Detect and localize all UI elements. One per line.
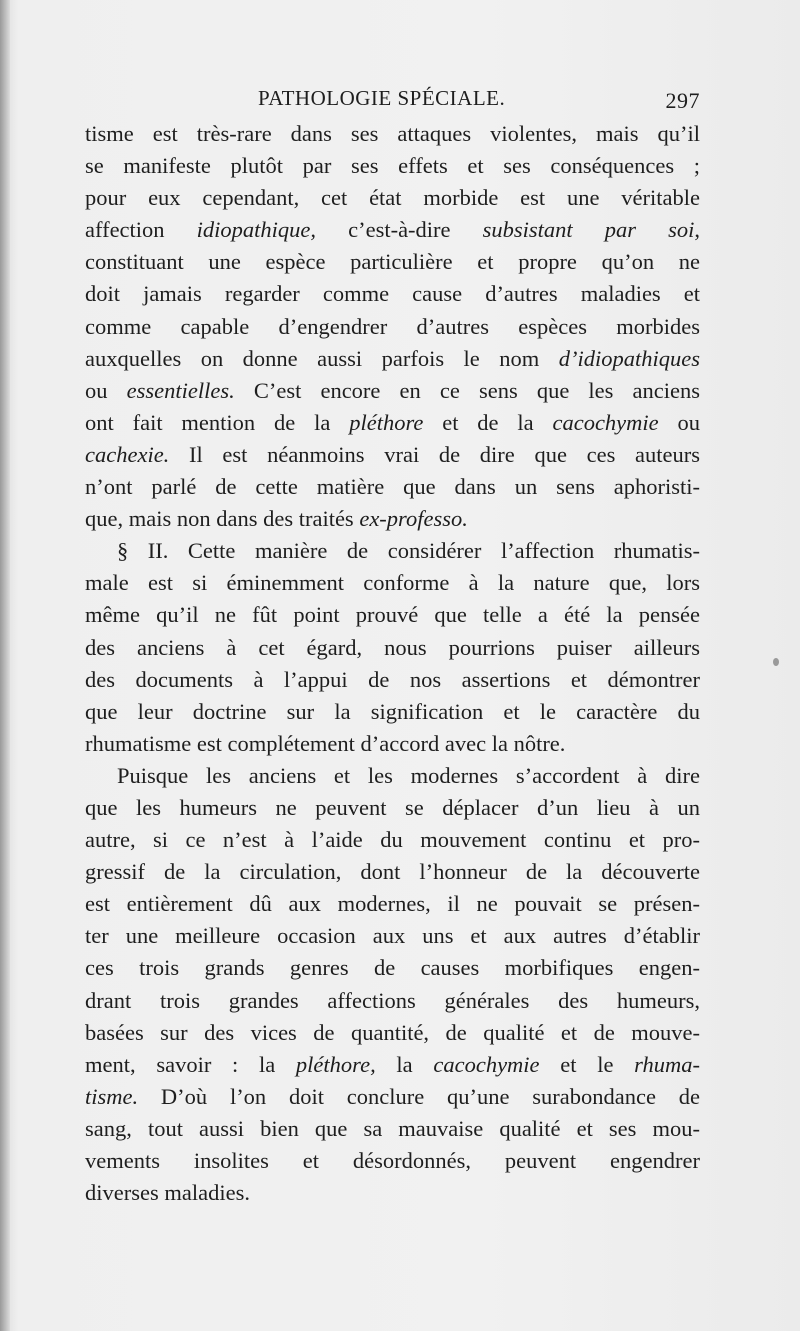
text-line xyxy=(85,1177,700,1209)
text-line xyxy=(85,632,700,664)
text-segment: n’ont parlé de cette matière que dans un sens aphoristi- xyxy=(85,474,700,500)
text-segment: des documents à l’appui de nos assertions et démontrer xyxy=(85,666,700,692)
italic-term: essentielles. xyxy=(126,377,235,403)
text-segment: vements insolites et désordonnés, peuvent engendrer xyxy=(85,1148,700,1173)
text-line xyxy=(85,599,700,631)
italic-term: idiopathique, xyxy=(196,217,317,243)
text-segment: ter une meilleure occasion aux uns et aux autres d’établir xyxy=(85,923,700,949)
text-line xyxy=(85,952,700,984)
text-segment: et le xyxy=(539,1051,635,1077)
page-header xyxy=(85,78,700,118)
text-segment: , xyxy=(694,217,700,243)
body-text xyxy=(85,118,700,1209)
text-segment: que, mais non dans des traités xyxy=(85,506,360,532)
italic-term: pléthore, xyxy=(295,1051,376,1077)
text-segment: gressif de la circulation, dont l’honneur de la découverte xyxy=(85,859,700,885)
text-line xyxy=(85,214,700,246)
running-title: PATHOLOGIE SPÉCIALE. xyxy=(258,86,506,110)
text-segment: tisme est très-rare dans ses attaques violentes, mais qu’il xyxy=(85,121,700,146)
text-segment: ment, savoir : la xyxy=(85,1051,296,1077)
text-segment: se manifeste plutôt par ses effets et ses conséquences ; xyxy=(85,153,700,179)
italic-term: subsistant par soi xyxy=(482,217,695,243)
text-segment: affection xyxy=(85,217,197,243)
text-line xyxy=(85,1081,700,1113)
text-line xyxy=(85,439,700,471)
text-segment: drant trois grandes affections générales des humeurs, xyxy=(85,987,700,1013)
italic-term: d’idiopathiques xyxy=(558,345,700,371)
text-segment: la xyxy=(375,1051,434,1077)
text-segment: Puisque les anciens et les modernes s’accordent à dire xyxy=(117,762,700,788)
text-line xyxy=(85,1017,700,1049)
text-line xyxy=(85,150,700,182)
text-segment: Il est néanmoins vrai de dire que ces auteurs xyxy=(169,441,700,467)
italic-term: cacochymie xyxy=(433,1051,540,1077)
text-segment: § II. Cette manière de considérer l’affection rhumatis- xyxy=(117,538,700,564)
text-line xyxy=(85,856,700,888)
text-line xyxy=(85,664,700,696)
text-line xyxy=(85,535,700,567)
text-segment: ont fait mention de la xyxy=(85,409,350,435)
text-segment: doit jamais regarder comme cause d’autres maladies et xyxy=(85,281,700,307)
text-line xyxy=(85,760,700,792)
page-number: 297 xyxy=(665,88,700,113)
text-line xyxy=(85,407,700,439)
text-segment: male est si éminemment conforme à la nature que, lors xyxy=(85,570,700,596)
book-page xyxy=(85,78,700,1209)
text-line xyxy=(85,375,700,407)
text-line xyxy=(85,503,700,535)
italic-term: cachexie. xyxy=(85,441,170,467)
text-segment: ces trois grands genres de causes morbifiques engen- xyxy=(85,955,700,981)
text-line xyxy=(85,567,700,599)
text-line xyxy=(85,696,700,728)
text-segment: c’est-à-dire xyxy=(316,217,483,243)
text-segment: ou xyxy=(658,409,701,435)
text-line xyxy=(85,1049,700,1081)
text-segment: pour eux cependant, cet état morbide est une véritable xyxy=(85,185,700,211)
text-segment: autre, si ce n’est à l’aide du mouvement continu et pro- xyxy=(85,827,700,853)
text-segment: et de la xyxy=(423,409,553,435)
text-line xyxy=(85,888,700,920)
text-line xyxy=(85,824,700,856)
text-segment: même qu’il ne fût point prouvé que telle a été la pensée xyxy=(85,602,700,628)
text-line xyxy=(85,471,700,503)
text-segment: que les humeurs ne peuvent se déplacer d’un lieu à un xyxy=(85,794,700,820)
text-segment: basées sur des vices de quantité, de qualité et de mouve- xyxy=(85,1019,700,1045)
text-segment: rhumatisme est complétement d’accord avec la nôtre. xyxy=(85,730,566,756)
italic-term: pléthore xyxy=(349,409,424,435)
text-line xyxy=(85,920,700,952)
text-segment: diverses maladies. xyxy=(85,1180,250,1206)
text-segment: auxquelles on donne aussi parfois le nom xyxy=(85,345,559,371)
text-segment: constituant une espèce particulière et propre qu’on ne xyxy=(85,249,700,275)
ink-speck xyxy=(773,658,779,666)
text-line xyxy=(85,118,700,150)
text-line xyxy=(85,728,700,760)
text-segment: est entièrement dû aux modernes, il ne pouvait se présen- xyxy=(85,891,700,917)
binding-shadow xyxy=(0,0,10,1331)
text-line xyxy=(85,985,700,1017)
text-line xyxy=(85,278,700,310)
text-line xyxy=(85,1113,700,1145)
italic-term: rhuma- xyxy=(634,1051,700,1077)
text-segment: ou xyxy=(85,377,127,403)
italic-term: cacochymie xyxy=(552,409,659,435)
text-segment: C’est encore en ce sens que les anciens xyxy=(234,377,701,403)
text-segment: que leur doctrine sur la signification et le caractère du xyxy=(85,698,700,724)
text-segment: des anciens à cet égard, nous pourrions puiser ailleurs xyxy=(85,634,700,660)
italic-term: ex-professo. xyxy=(359,506,468,532)
text-segment: D’où l’on doit conclure qu’une surabondance de xyxy=(138,1083,700,1109)
text-line xyxy=(85,246,700,278)
text-line xyxy=(85,343,700,375)
text-segment: comme capable d’engendrer d’autres espèces morbides xyxy=(85,313,700,339)
text-line xyxy=(85,792,700,824)
italic-term: tisme. xyxy=(85,1083,139,1109)
text-line xyxy=(85,182,700,214)
text-line xyxy=(85,311,700,343)
text-line xyxy=(85,1145,700,1177)
text-segment: sang, tout aussi bien que sa mauvaise qualité et ses mou- xyxy=(85,1115,700,1141)
